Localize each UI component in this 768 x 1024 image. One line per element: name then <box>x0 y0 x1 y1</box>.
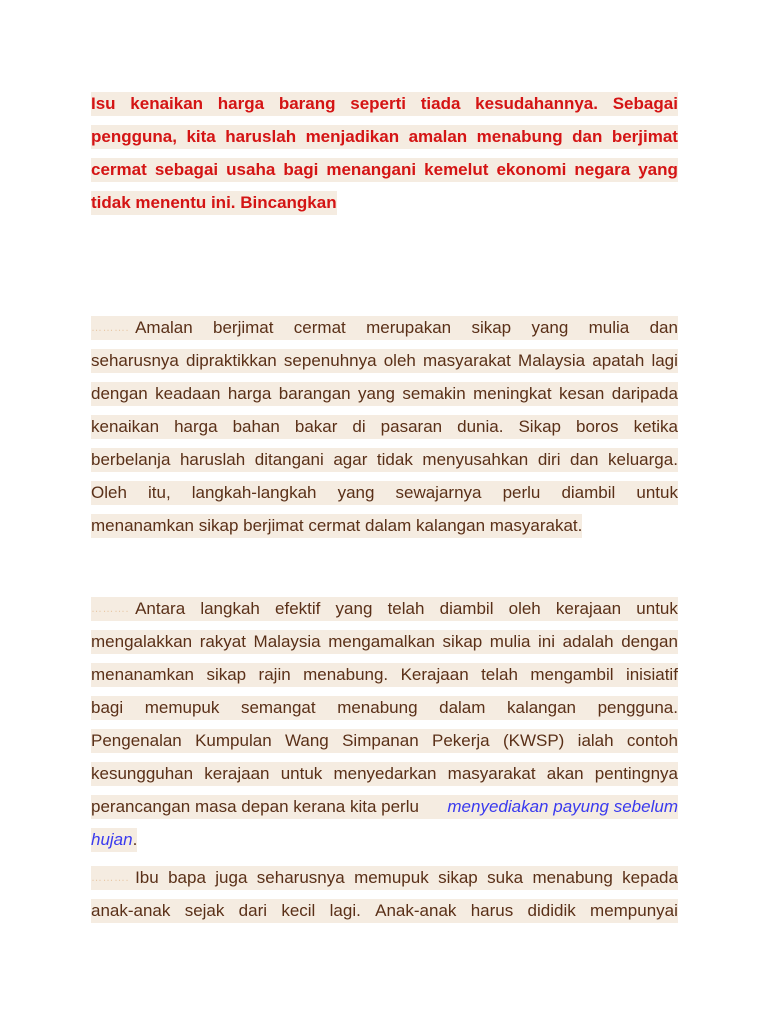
word: bakar <box>294 417 338 436</box>
word: ditangani <box>254 450 324 469</box>
word: sikap <box>471 318 512 337</box>
word: kemelut <box>424 160 489 179</box>
word: rakyat <box>199 632 246 651</box>
word: menabung <box>337 698 418 717</box>
word: menabung. <box>303 665 389 684</box>
word: mempunyai <box>590 901 678 920</box>
word: sikap <box>442 632 483 651</box>
word: oleh <box>508 599 541 618</box>
word: bagi <box>91 698 124 717</box>
word: seharusnya <box>256 868 345 887</box>
word: oleh <box>383 351 416 370</box>
word: barang <box>278 94 336 113</box>
word: sikap <box>206 665 247 684</box>
title-line <box>91 92 678 116</box>
paragraph-line <box>91 866 678 890</box>
word: Wang <box>284 731 329 750</box>
word: memupuk <box>354 868 429 887</box>
word: daripada <box>611 384 678 403</box>
word: langkah <box>200 599 260 618</box>
word: haruslah <box>225 127 297 146</box>
idiom-text: menyediakan payung sebelum <box>447 797 678 816</box>
word: sejak <box>184 901 225 920</box>
paragraph-line <box>91 663 678 687</box>
word: Isu <box>91 94 116 113</box>
word: diambil <box>439 599 494 618</box>
word: diri <box>537 450 561 469</box>
paragraph-line <box>91 795 678 819</box>
word: mulia <box>489 632 531 651</box>
word: juga <box>215 868 248 887</box>
word: Sikap <box>518 417 561 436</box>
paragraph-text: perancangan masa depan kerana kita perlu <box>91 797 419 816</box>
word: kesudahannya. <box>475 94 598 113</box>
word: menanamkan <box>91 665 195 684</box>
paragraph-line <box>91 349 678 373</box>
word: seharusnya <box>91 351 179 370</box>
word: Antara <box>135 599 186 618</box>
word: kenaikan <box>91 417 160 436</box>
word: ini <box>537 632 555 651</box>
word: harga <box>217 94 265 113</box>
word: mulia <box>588 318 630 337</box>
word: mengambil <box>530 665 614 684</box>
paragraph-line <box>91 630 678 654</box>
paragraph-line <box>91 316 678 340</box>
paragraph-line <box>91 762 678 786</box>
word: barangan <box>278 384 351 403</box>
word: keluarga. <box>607 450 678 469</box>
word: sewajarnya <box>395 483 482 502</box>
word: semakin <box>402 384 466 403</box>
word: Amalan <box>135 318 193 337</box>
word: cermat <box>91 160 147 179</box>
word: Simpanan <box>342 731 419 750</box>
word: harga <box>227 384 272 403</box>
word: Oleh <box>91 483 127 502</box>
title-line <box>91 125 678 149</box>
word: kepada <box>622 868 678 887</box>
word: yang <box>337 483 375 502</box>
word: pengguna. <box>597 698 678 717</box>
word: untuk <box>636 599 678 618</box>
word: kesan <box>558 384 605 403</box>
word: di <box>352 417 366 436</box>
paragraph-line <box>91 828 137 852</box>
word: Malaysia <box>518 351 586 370</box>
word: boros <box>576 417 619 436</box>
word: Sebagai <box>612 94 678 113</box>
word: sepenuhnya <box>283 351 377 370</box>
word: meningkat <box>473 384 552 403</box>
word: Anak-anak <box>375 901 457 920</box>
word: ekonomi <box>496 160 567 179</box>
word: sebagai <box>154 160 219 179</box>
word: dengan <box>621 632 678 651</box>
word: lagi <box>651 351 678 370</box>
paragraph-line: menanamkan sikap berjimat cermat dalam kalangan masyarakat. <box>91 514 582 538</box>
paragraph-line <box>91 696 678 720</box>
word: perlu <box>502 483 541 502</box>
word: merupakan <box>366 318 452 337</box>
word: (KWSP) <box>502 731 565 750</box>
word: adalah <box>562 632 614 651</box>
title-line <box>91 158 678 182</box>
word: yang <box>335 599 373 618</box>
word: berbelanja <box>91 450 171 469</box>
word: berjimat <box>213 318 274 337</box>
word: haruslah <box>179 450 246 469</box>
word: telah <box>481 665 518 684</box>
word: ketika <box>633 417 678 436</box>
word: dari <box>238 901 268 920</box>
paragraph-body-1 <box>91 594 678 855</box>
word: kalangan <box>507 698 577 717</box>
word: untuk <box>280 764 323 783</box>
word: dan <box>572 127 603 146</box>
word: tiada <box>420 94 461 113</box>
word: Pekerja <box>431 731 490 750</box>
word: yang <box>638 160 678 179</box>
word: dengan <box>91 384 148 403</box>
word: dalam <box>439 698 486 717</box>
word: cermat <box>293 318 346 337</box>
word: telah <box>387 599 425 618</box>
paragraph-line <box>91 481 678 505</box>
word: semangat <box>240 698 316 717</box>
word: dipraktikkan <box>186 351 277 370</box>
word: bapa <box>168 868 206 887</box>
word: bahan <box>232 417 280 436</box>
word: rajin <box>258 665 291 684</box>
paragraph-line <box>91 382 678 406</box>
word: yang <box>531 318 569 337</box>
word: Pengenalan <box>91 731 182 750</box>
word: efektif <box>275 599 321 618</box>
word: bagi <box>283 160 319 179</box>
word: usaha <box>226 160 276 179</box>
word: menabung <box>476 127 563 146</box>
indent-dots: ………. <box>91 603 130 615</box>
word: kerajaan <box>204 764 270 783</box>
word: menyedarkan <box>333 764 437 783</box>
word: Malaysia <box>253 632 321 651</box>
title-line: tidak menentu ini. Bincangkan <box>91 191 337 215</box>
paragraph-body-2 <box>91 863 678 929</box>
word: yang <box>358 384 395 403</box>
word: agar <box>333 450 368 469</box>
word: lagi. <box>329 901 361 920</box>
word: Kumpulan <box>195 731 272 750</box>
word: Kerajaan <box>400 665 469 684</box>
word: tidak <box>376 450 413 469</box>
word: negara <box>574 160 631 179</box>
paragraph-text: . <box>132 829 138 849</box>
paragraph-line <box>91 597 678 621</box>
paragraph-line <box>91 415 678 439</box>
paragraph-line <box>91 899 678 923</box>
word: kerajaan <box>555 599 622 618</box>
word: menjadikan <box>305 127 400 146</box>
indent-dots: ………. <box>91 322 130 334</box>
word: langkah-langkah <box>191 483 317 502</box>
word: keadaan <box>155 384 221 403</box>
word: suka <box>487 868 524 887</box>
word: kita <box>186 127 216 146</box>
word: kenaikan <box>130 94 204 113</box>
word: memupuk <box>144 698 220 717</box>
word: anak-anak <box>91 901 171 920</box>
word: dididik <box>527 901 576 920</box>
word: pengguna, <box>91 127 177 146</box>
word: masyarakat <box>447 764 536 783</box>
word: mengalakkan <box>91 632 193 651</box>
word: itu, <box>147 483 171 502</box>
word: amalan <box>408 127 468 146</box>
word: akan <box>546 764 584 783</box>
word: dunia. <box>457 417 504 436</box>
word: kesungguhan <box>91 764 194 783</box>
word: untuk <box>636 483 678 502</box>
word: dan <box>649 318 678 337</box>
word: masyarakat <box>423 351 511 370</box>
word: mengamalkan <box>328 632 435 651</box>
word: apatah <box>592 351 645 370</box>
word: kecil <box>281 901 316 920</box>
word: menyusahkan <box>422 450 529 469</box>
word: harga <box>174 417 218 436</box>
paragraph-introduction <box>91 313 678 541</box>
word: harus <box>470 901 514 920</box>
paragraph-line <box>91 448 678 472</box>
word: menangani <box>326 160 417 179</box>
paragraph-line <box>91 729 678 753</box>
word: contoh <box>626 731 678 750</box>
word: ialah <box>577 731 614 750</box>
word: inisiatif <box>625 665 678 684</box>
word: dan <box>570 450 599 469</box>
word: diambil <box>561 483 616 502</box>
word: Ibu <box>135 868 159 887</box>
word: pasaran <box>380 417 443 436</box>
essay-question <box>91 89 678 218</box>
word: seperti <box>350 94 406 113</box>
word: berjimat <box>611 127 678 146</box>
idiom-text: hujan <box>91 829 133 849</box>
indent-dots: ………. <box>91 872 130 884</box>
word: menabung <box>532 868 613 887</box>
word: pentingnya <box>594 764 678 783</box>
word: sikap <box>438 868 478 887</box>
